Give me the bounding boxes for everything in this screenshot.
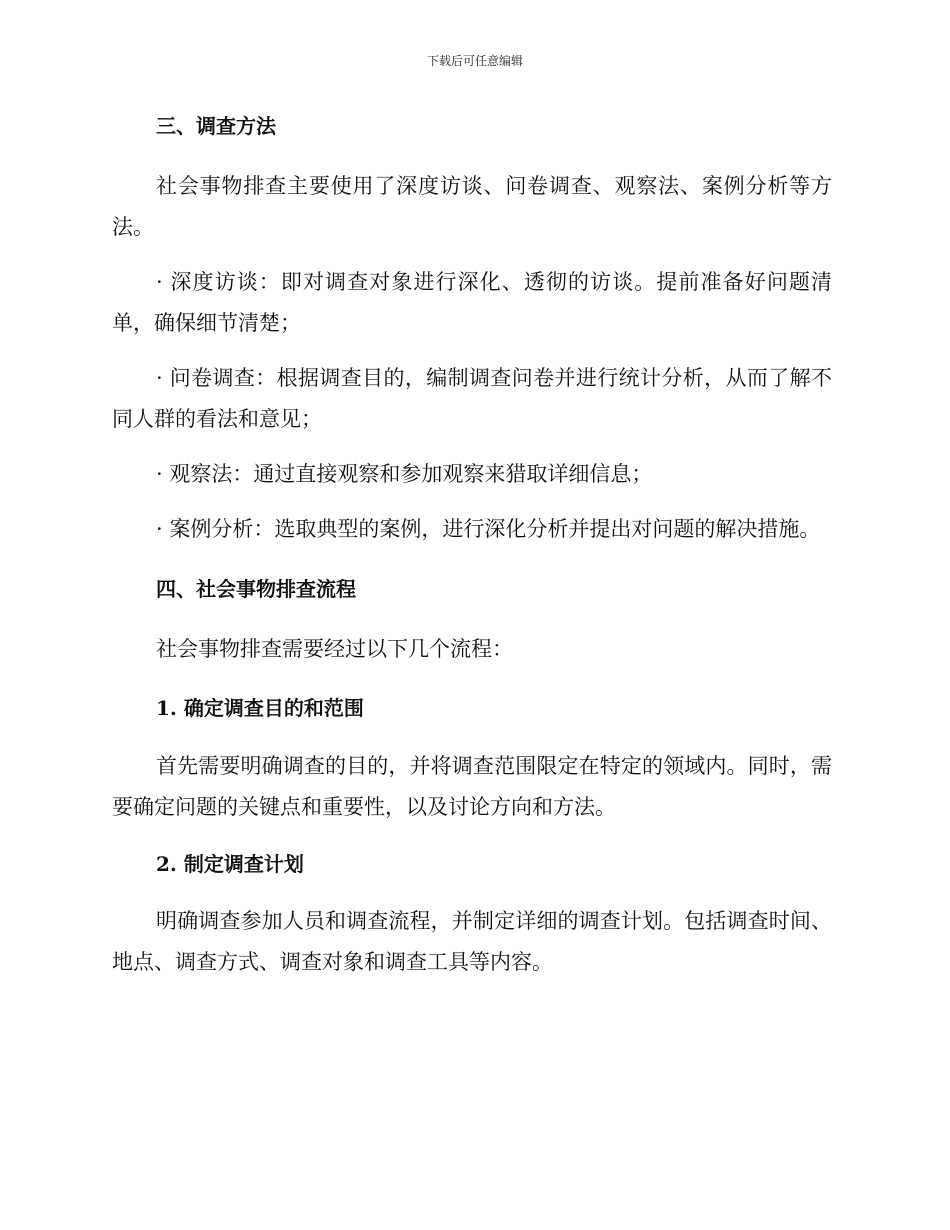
document-body [112, 110, 832, 983]
step-1-paragraph: 首先需要明确调查的目的，并将调查范围限定在特定的领域内。同时，需要确定问题的关键点和重要性，以及讨论方向和方法。 [112, 754, 832, 819]
section-heading-process: 四、社会事物排查流程 [156, 577, 356, 601]
bullet-questionnaire: · 问卷调查：根据调查目的，编制调查问卷并进行统计分析，从而了解不同人群的看法和意见； [112, 366, 832, 431]
bullet-case-analysis: · 案例分析：选取典型的案例，进行深化分析并提出对问题的解决措施。 [156, 517, 821, 541]
bullet-deep-interview: · 深度访谈：即对调查对象进行深化、透彻的访谈。提前准备好问题清单，确保细节清楚； [112, 270, 832, 335]
methods-intro-paragraph: 社会事物排查主要使用了深度访谈、问卷调查、观察法、案例分析等方法。 [112, 174, 832, 239]
step-2-heading: 2. 制定调查计划 [156, 852, 304, 876]
process-intro-paragraph: 社会事物排查需要经过以下几个流程： [156, 637, 513, 661]
bullet-observation: · 观察法：通过直接观察和参加观察来猎取详细信息； [156, 462, 653, 486]
section-heading-methods: 三、调查方法 [156, 114, 276, 138]
step-1-heading: 1. 确定调查目的和范围 [156, 696, 364, 720]
page-header: 下载后可任意编辑 [426, 54, 523, 68]
step-2-paragraph: 明确调查参加人员和调查流程，并制定详细的调查计划。包括调查时间、地点、调查方式、调查对象和调查工具等内容。 [112, 909, 832, 974]
